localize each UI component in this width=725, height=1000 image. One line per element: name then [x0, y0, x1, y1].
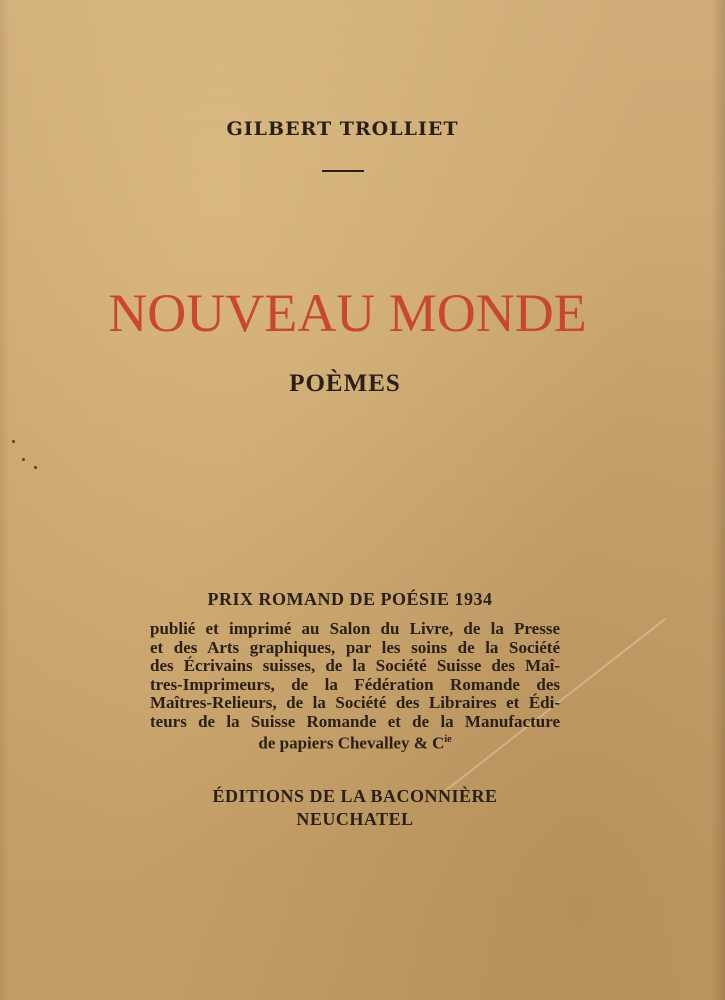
- publication-note-text: de papiers Chevalley & C: [258, 733, 445, 753]
- author-name: GILBERT TROLLIET: [226, 118, 459, 140]
- author-divider: [322, 170, 364, 172]
- publication-note-line: des Écrivains suisses, de la Société Suisse des Maî-: [150, 656, 560, 675]
- cover-right-shadow: [711, 0, 725, 1000]
- publisher-city: NEUCHATEL: [296, 809, 414, 829]
- book-title: NOUVEAU MONDE: [108, 283, 587, 343]
- book-subtitle: POÈMES: [289, 370, 401, 397]
- publication-note-line: tres-Imprimeurs, de la Fédération Romande des: [150, 674, 560, 694]
- cover-left-shadow: [0, 0, 10, 1000]
- publisher-name: ÉDITIONS DE LA BACONNIÈRE: [212, 786, 498, 806]
- paper-speck: [34, 466, 37, 469]
- prize-line: PRIX ROMAND DE POÉSIE 1934: [207, 589, 493, 609]
- publication-note-line: Maîtres-Relieurs, de la Société des Libraires et Édi-: [150, 693, 560, 712]
- paper-speck: [22, 458, 25, 461]
- publication-note: [150, 620, 560, 753]
- publication-note-line: publié et imprimé au Salon du Livre, de la Presse: [150, 619, 560, 638]
- paper-speck: [12, 440, 15, 443]
- publication-note-line: [150, 731, 560, 753]
- publication-note-line: et des Arts graphiques, par les soins de la Société: [150, 637, 560, 657]
- company-superscript: ie: [444, 734, 452, 745]
- publication-note-line: teurs de la Suisse Romande et de la Manufacture: [150, 711, 560, 731]
